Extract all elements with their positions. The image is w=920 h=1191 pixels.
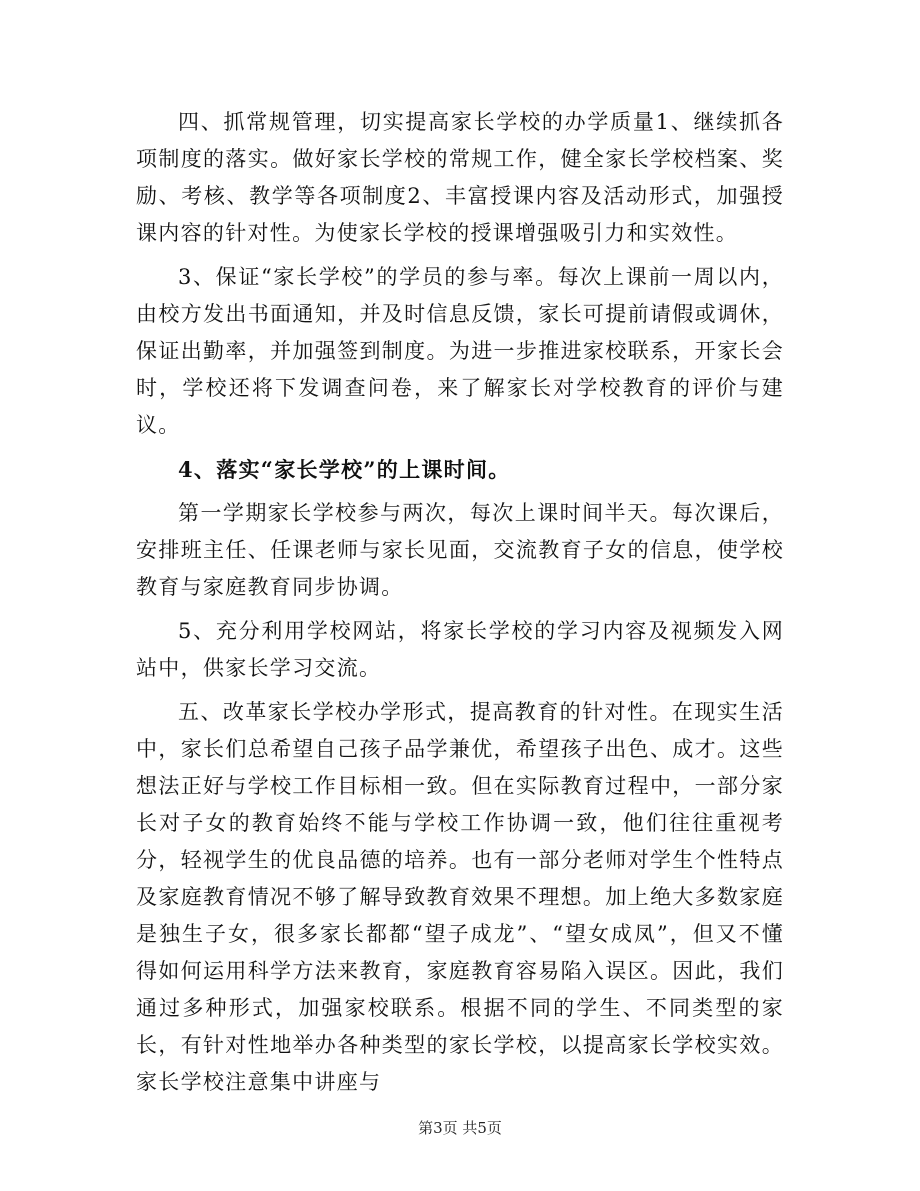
document-body — [136, 104, 784, 1108]
paragraph-management: 四、抓常规管理，切实提高家长学校的办学质量1、继续抓各项制度的落实。做好家长学校的常规工作，健全家长学校档案、奖励、考核、教学等各项制度2、丰富授课内容及活动形式，加强授课内容的针对性。为使家长学校的授课增强吸引力和实效性。 — [136, 110, 784, 245]
page-number-footer: 第3页 共5页 — [418, 1119, 502, 1137]
paragraph-semester-schedule: 第一学期家长学校参与两次，每次上课时间半天。每次课后，安排班主任、任课老师与家长见面，交流教育子女的信息，使学校教育与家庭教育同步协调。 — [136, 501, 784, 599]
paragraph-participation: 3、保证“家长学校”的学员的参与率。每次上课前一周以内，由校方发出书面通知，并及时信息反馈，家长可提前请假或调休，保证出勤率，并加强签到制度。为进一步推进家校联系，开家长会时，学校还将下发调查问卷，来了解家长对学校教育的评价与建议。 — [136, 265, 784, 437]
paragraph-school-website: 5、充分利用学校网站，将家长学校的学习内容及视频发入网站中，供家长学习交流。 — [136, 619, 784, 680]
section-heading-class-time: 4、落实“家长学校”的上课时间。 — [178, 457, 511, 482]
paragraph-reform: 五、改革家长学校办学形式，提高教育的针对性。在现实生活中，家长们总希望自己孩子品学兼优，希望孩子出色、成才。这些想法正好与学校工作目标相一致。但在实际教育过程中，一部分家长对子女的教育始终不能与学校工作协调一致，他们往往重视考分，轻视学生的优良品德的培养。也有一部分老师对学生个性特点及家庭教育情况不够了解导致教育效果不理想。加上绝大多数家庭是独生子女，很多家长都都“望子成龙”、“望女成凤”，但又不懂得如何运用科学方法来教育，家庭教育容易陷入误区。因此，我们通过多种形式，加强家校联系。根据不同的学生、不同类型的家长，有针对性地举办各种类型的家长学校，以提高家长学校实效。家长学校注意集中讲座与 — [136, 700, 784, 1094]
